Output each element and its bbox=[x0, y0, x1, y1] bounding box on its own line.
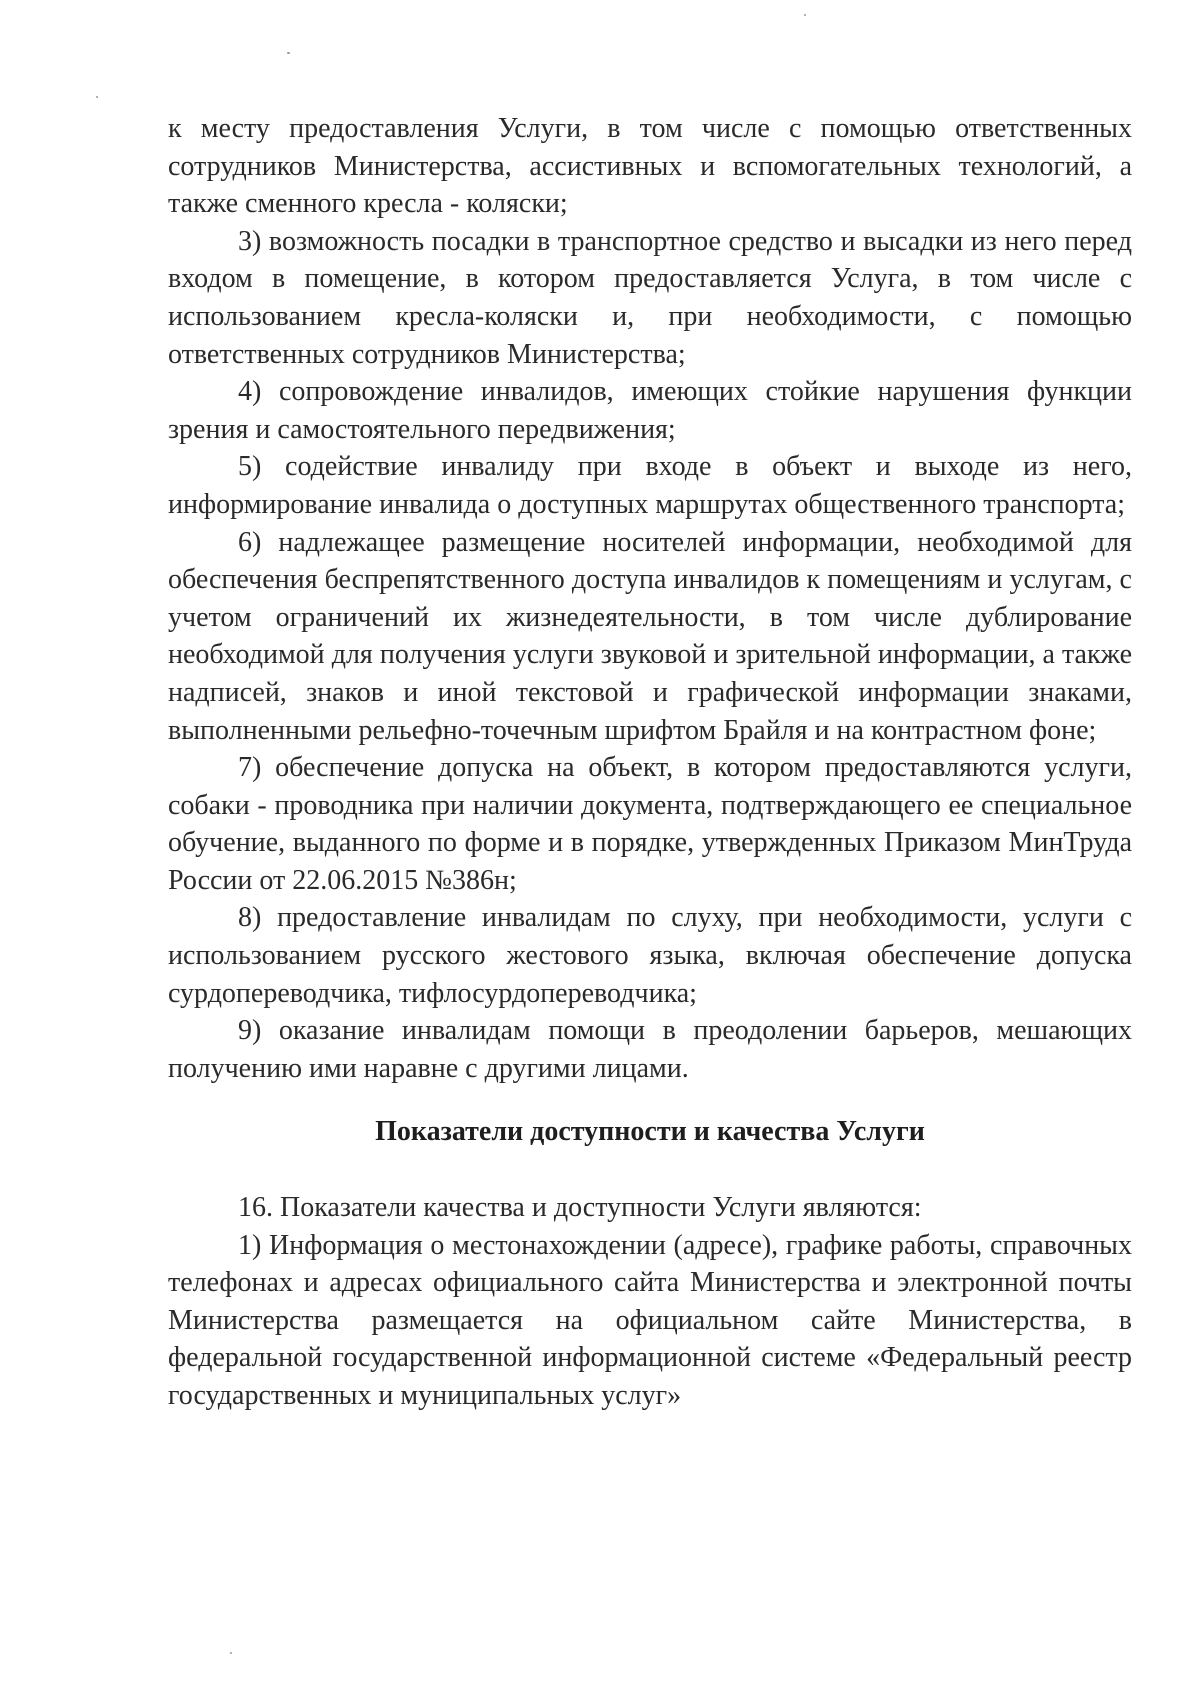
document-body bbox=[168, 110, 1132, 1415]
list-item-5: 5) содействие инвалиду при входе в объект и выходе из него, информирование инвалида о доступных маршрутах общественного транспорта; bbox=[168, 451, 1132, 520]
list-item-8: 8) предоставление инвалидам по слуху, при необходимости, услуги с использованием русского жестового языка, включая обеспечение допуска сурдопереводчика, тифлосурдопереводчика; bbox=[168, 902, 1132, 1009]
list-item-4: 4) сопровождение инвалидов, имеющих стойкие нарушения функции зрения и самостоятельного передвижения; bbox=[168, 376, 1132, 445]
scan-speck bbox=[287, 52, 290, 54]
list-item-9: 9) оказание инвалидам помощи в преодолении барьеров, мешающих получению ими наравне с другими лицами. bbox=[168, 1015, 1132, 1084]
scan-speck bbox=[96, 96, 98, 98]
clause-16: 16. Показатели качества и доступности Услуги являются: bbox=[238, 1192, 922, 1224]
list-item-3: 3) возможность посадки в транспортное средство и высадки из него перед входом в помещение, в котором предоставляется Услуга, в том числе с использованием кресла-коляски и, при необходимости, с помощью ответственных сотрудников Министерства; bbox=[168, 225, 1132, 370]
list-item-7: 7) обеспечение допуска на объект, в котором предоставляются услуги, собаки - проводника при наличии документа, подтверждающего ее специальное обучение, выданного по форме и в порядке, утвержденных Приказом МинТруда России от 22.06.2015 №386н; bbox=[168, 752, 1132, 896]
paragraph-continuation: к месту предоставления Услуги, в том числе с помощью ответственных сотрудников Министерства, ассистивных и вспомогательных технологий, а также сменного кресла - коляски; bbox=[168, 113, 1132, 220]
list-item-6: 6) надлежащее размещение носителей информации, необходимой для обеспечения беспрепятственного доступа инвалидов к помещениям и услугам, с учетом ограничений их жизнедеятельности, в том числе дублирование необходимой для получения услуги звуковой и зрительной информации, а также надписей, знаков и иной текстовой и графической информации знаками, выполненными рельефно-точечным шрифтом Брайля и на контрастном фоне; bbox=[168, 526, 1132, 746]
scan-speck bbox=[804, 14, 806, 16]
clause-16-item-1: 1) Информация о местонахождении (адресе), графике работы, справочных телефонах и адресах официального сайта Министерства и электронной почты Министерства размещается на официальном сайте Министерства, в федеральной государственной информационной системе «Федеральный реестр государственных и муниципальных услуг» bbox=[168, 1229, 1132, 1411]
section-heading: Показатели доступности и качества Услуги bbox=[375, 1116, 925, 1148]
scan-speck bbox=[230, 1652, 232, 1654]
